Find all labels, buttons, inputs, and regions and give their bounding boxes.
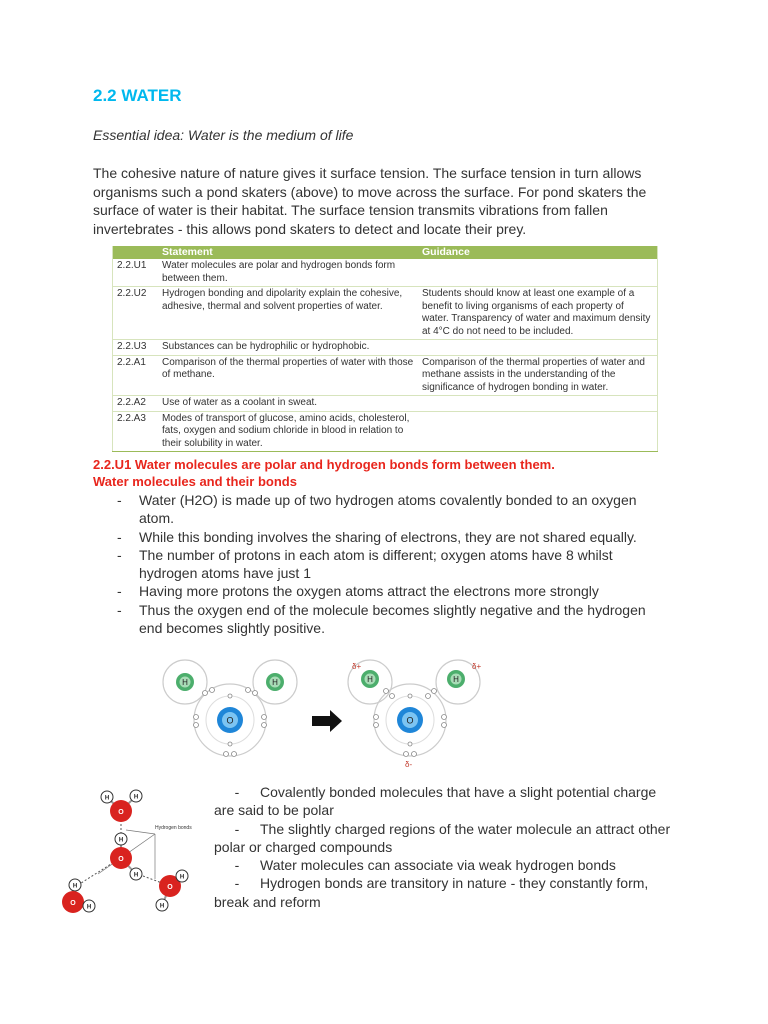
row-statement: Hydrogen bonding and dipolarity explain the cohesive, adhesive, thermal and solvent properties of water.: [158, 287, 418, 340]
oxygen-label: O: [167, 884, 173, 891]
list-item: - Covalently bonded molecules that have a slight potential charge are said to be polar: [214, 784, 657, 819]
row-code: 2.2.U2: [113, 287, 159, 340]
arrow-right-icon: [312, 710, 342, 732]
list-item: - While this bonding involves the sharing of electrons, they are not shared equally.: [117, 528, 657, 546]
row-guidance: [418, 411, 658, 452]
list-item: - Thus the oxygen end of the molecule becomes slightly negative and the hydrogen end becomes slightly positive.: [117, 601, 657, 638]
hydrogen-label: H: [104, 795, 110, 802]
row-statement: Modes of transport of glucose, amino acids, cholesterol, fats, oxygen and sodium chloride in blood in relation to their solubility in water.: [158, 411, 418, 452]
row-guidance: Students should know at least one example of a benefit to living organisms of each property of water. Transparency of water and maximum density at 4°C do not need to be included.: [418, 287, 658, 340]
hydrogen-label: H: [453, 675, 459, 684]
hydrogen-bond-diagram: [58, 782, 198, 917]
row-statement: Water molecules are polar and hydrogen bonds form between them.: [158, 259, 418, 287]
oxygen-label: O: [118, 809, 124, 816]
note-text: Hydrogen bonds are transitory in nature - they constantly form, break and reform: [214, 875, 649, 910]
table-header-code: [113, 246, 159, 259]
page-title: 2.2 WATER: [93, 86, 182, 105]
note-text: Covalently bonded molecules that have a slight potential charge are said to be polar: [214, 784, 657, 819]
list-item: - Water molecules can associate via weak hydrogen bonds: [234, 857, 616, 874]
table-row: [113, 355, 658, 396]
table-header-row: [113, 246, 658, 259]
list-item: - The number of protons in each atom is different; oxygen atoms have 8 whilst hydrogen atoms have just 1: [117, 546, 657, 583]
list-item: - Water (H2O) is made up of two hydrogen atoms covalently bonded to an oxygen atom.: [117, 491, 657, 528]
polarity-notes: [214, 783, 674, 911]
table-row: [113, 411, 658, 452]
row-code: 2.2.U1: [113, 259, 159, 287]
row-code: 2.2.A1: [113, 355, 159, 396]
syllabus-table: [112, 246, 658, 452]
essential-idea: Essential idea: Water is the medium of life: [93, 127, 354, 143]
hydrogen-label: H: [133, 794, 139, 801]
hydrogen-bonds-label: Hydrogen bonds: [155, 825, 192, 831]
oxygen-label: O: [226, 715, 234, 726]
row-statement: Substances can be hydrophilic or hydrophobic.: [158, 340, 418, 356]
polar-molecule-illustration: [348, 660, 481, 769]
hydrogen-label: H: [159, 903, 165, 910]
hydrogen-label: H: [272, 678, 278, 687]
oxygen-label: O: [118, 856, 124, 863]
delta-plus-label: δ+: [472, 662, 482, 671]
bullet-list: [117, 491, 657, 637]
table-row: [113, 259, 658, 287]
hydrogen-label: H: [133, 872, 139, 879]
table-header-guidance: Guidance: [418, 246, 658, 259]
row-statement: Use of water as a coolant in sweat.: [158, 396, 418, 412]
row-code: 2.2.U3: [113, 340, 159, 356]
table-row: [113, 287, 658, 340]
row-code: 2.2.A3: [113, 411, 159, 452]
row-guidance: [418, 396, 658, 412]
list-item: - Having more protons the oxygen atoms attract the electrons more strongly: [117, 582, 657, 600]
hydrogen-label: H: [182, 678, 188, 687]
table-header-statement: Statement: [158, 246, 418, 259]
note-text: The slightly charged regions of the water molecule an attract other polar or charged compounds: [214, 820, 671, 855]
delta-plus-label: δ+: [352, 662, 362, 671]
hydrogen-label: H: [179, 874, 185, 881]
oxygen-label: O: [406, 715, 414, 726]
hydrogen-label: H: [367, 675, 373, 684]
note-text: Water molecules can associate via weak hydrogen bonds: [260, 857, 616, 874]
row-code: 2.2.A2: [113, 396, 159, 412]
hydrogen-label: H: [86, 904, 92, 911]
list-item: - The slightly charged regions of the water molecule an attract other polar or charged compounds: [214, 820, 671, 855]
row-guidance: Comparison of the thermal properties of water and methane assists in the understanding of the significance of hydrogen bonding in water.: [418, 355, 658, 396]
intro-paragraph: The cohesive nature of nature gives it surface tension. The surface tension in turn allows organisms such a pond skaters (above) to move across the surface. For pond skaters the surface of water is their habitat. The surface tension transmits vibrations from fallen invertebrates - this allows pond skaters to detect and locate their prey.: [93, 165, 647, 237]
hydrogen-label: H: [72, 883, 78, 890]
row-guidance: [418, 340, 658, 356]
delta-minus-label: δ-: [405, 760, 413, 769]
table-row: [113, 396, 658, 412]
row-statement: Comparison of the thermal properties of water with those of methane.: [158, 355, 418, 396]
table-row: [113, 340, 658, 356]
water-molecule-diagram: [160, 655, 500, 770]
hydrogen-label: H: [118, 837, 124, 844]
row-guidance: [418, 259, 658, 287]
section-heading-main: 2.2.U1 Water molecules are polar and hydrogen bonds form between them.: [93, 457, 555, 472]
section-heading: [93, 456, 555, 490]
section-heading-sub: Water molecules and their bonds: [93, 474, 297, 489]
oxygen-label: O: [70, 900, 76, 907]
nonpolar-molecule-illustration: [163, 660, 297, 757]
list-item: - Hydrogen bonds are transitory in nature - they constantly form, break and reform: [214, 875, 649, 910]
